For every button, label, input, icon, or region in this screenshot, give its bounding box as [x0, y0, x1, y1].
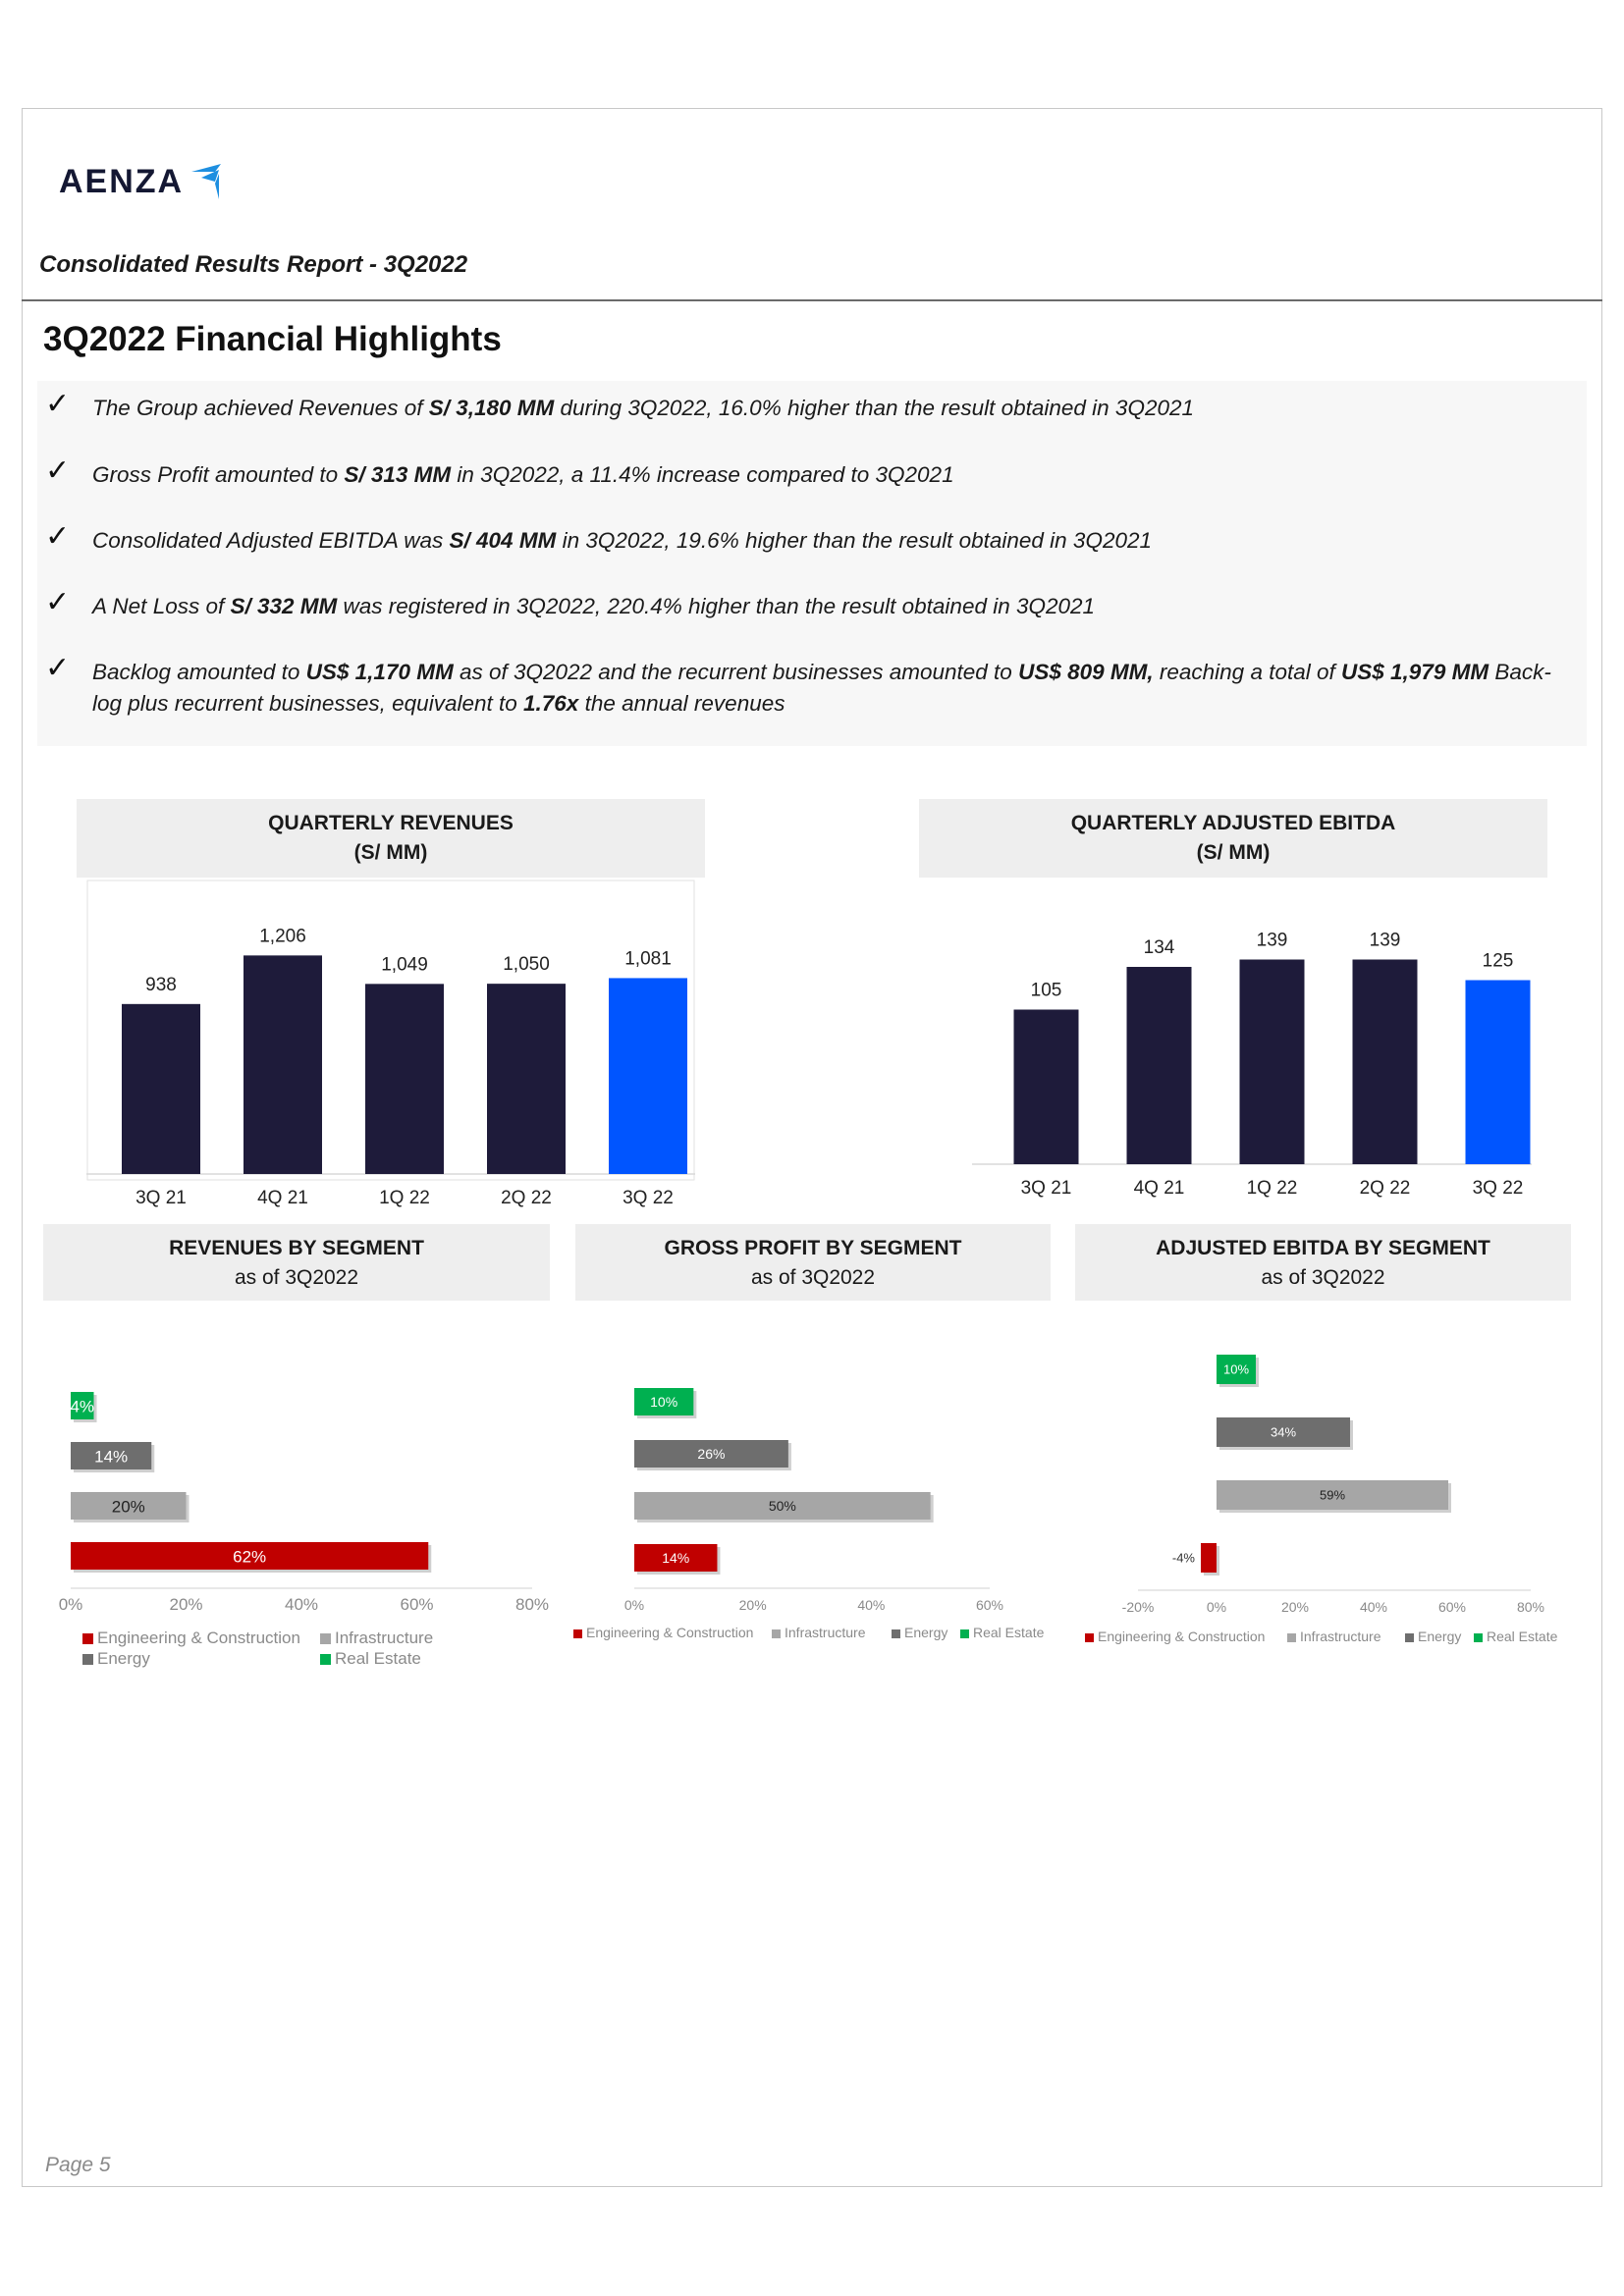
- data-label: 1,050: [503, 954, 550, 976]
- tick-label: 20%: [169, 1595, 203, 1614]
- legend-swatch: [82, 1633, 93, 1644]
- tick-label: 20%: [738, 1597, 767, 1613]
- revenues-chart-header: [77, 799, 705, 878]
- report-title: Consolidated Results Report - 3Q2022: [39, 251, 468, 278]
- category-label: 2Q 22: [1359, 1178, 1411, 1199]
- bar: [1240, 960, 1305, 1165]
- legend-label: Infrastructure: [785, 1625, 866, 1640]
- data-label: 139: [1369, 930, 1401, 951]
- legend-label: Engineering & Construction: [586, 1625, 754, 1640]
- legend-swatch: [320, 1633, 331, 1644]
- revenues-segment-chart: [39, 1345, 569, 1669]
- tick-label: 40%: [284, 1595, 319, 1614]
- legend-swatch: [320, 1654, 331, 1665]
- gross-profit-segment-header: [575, 1224, 1051, 1301]
- category-label: 3Q 21: [1020, 1178, 1072, 1199]
- legend-swatch: [1474, 1633, 1483, 1642]
- bar: [1014, 1010, 1079, 1165]
- highlight-item: [45, 586, 1577, 622]
- category-label: 3Q 22: [1472, 1178, 1524, 1199]
- ebitda-chart-header: [919, 799, 1547, 878]
- header-divider: [22, 299, 1602, 301]
- legend-label: Infrastructure: [1300, 1629, 1381, 1644]
- revenues-segment-header: [43, 1224, 550, 1301]
- checkmark-icon: ✓: [45, 652, 71, 684]
- highlights-title: 3Q2022 Financial Highlights: [43, 320, 502, 358]
- tick-label: 40%: [857, 1597, 886, 1613]
- highlight-text: A Net Loss of S/ 332 MM was registered in 3Q2022, 220.4% higher than the result obtained in 3Q2021: [92, 594, 1096, 618]
- checkmark-icon: ✓: [45, 388, 71, 420]
- data-label: 1,206: [259, 926, 306, 947]
- data-label: 1,081: [624, 948, 672, 970]
- bar: [365, 984, 444, 1174]
- legend-swatch: [892, 1629, 900, 1638]
- legend-label: Engineering & Construction: [97, 1629, 300, 1647]
- chart-title: QUARTERLY REVENUES: [268, 812, 514, 834]
- bar: [1127, 967, 1192, 1164]
- legend-swatch: [960, 1629, 969, 1638]
- category-label: 1Q 22: [1246, 1178, 1298, 1199]
- highlight-item: [45, 454, 1577, 491]
- category-label: 1Q 22: [379, 1188, 430, 1208]
- tick-label: 0%: [1206, 1599, 1227, 1615]
- checkmark-icon: ✓: [45, 520, 71, 553]
- data-label: 125: [1482, 950, 1514, 972]
- legend-swatch: [772, 1629, 781, 1638]
- data-label: 59%: [1319, 1487, 1346, 1503]
- legend-label: Energy: [904, 1625, 948, 1640]
- ebitda-segment-chart: [1075, 1345, 1586, 1669]
- legend-label: Real Estate: [1487, 1629, 1558, 1644]
- ebitda-segment-header: [1075, 1224, 1571, 1301]
- highlight-item: [45, 520, 1577, 557]
- bar: [487, 984, 566, 1174]
- data-label: 62%: [233, 1547, 267, 1567]
- category-label: 4Q 21: [257, 1188, 308, 1208]
- data-label: 20%: [111, 1497, 145, 1517]
- tick-label: 60%: [1437, 1599, 1467, 1615]
- highlight-text: Gross Profit amounted to S/ 313 MM in 3Q2022, a 11.4% increase compared to 3Q2021: [92, 462, 954, 487]
- tick-label: -20%: [1121, 1599, 1155, 1615]
- bar: [1201, 1543, 1217, 1573]
- bar: [609, 978, 687, 1174]
- highlight-text: The Group achieved Revenues of S/ 3,180 MM during 3Q2022, 16.0% higher than the result obtained in 3Q2021: [92, 396, 1195, 420]
- data-label: 14%: [662, 1550, 690, 1566]
- chart-title: REVENUES BY SEGMENT: [169, 1237, 424, 1259]
- bar: [122, 1004, 200, 1174]
- tick-label: 80%: [514, 1595, 550, 1614]
- legend-label: Engineering & Construction: [1098, 1629, 1266, 1644]
- chart-title: ADJUSTED EBITDA BY SEGMENT: [1156, 1237, 1490, 1259]
- legend-label: Infrastructure: [335, 1629, 434, 1647]
- tick-label: 60%: [975, 1597, 1004, 1613]
- legend-label: Real Estate: [335, 1649, 421, 1668]
- bar: [244, 955, 322, 1174]
- data-label: 1,049: [381, 954, 428, 976]
- chart-title: GROSS PROFIT BY SEGMENT: [664, 1237, 962, 1259]
- page-number: Page 5: [45, 2154, 111, 2176]
- category-label: 3Q 22: [623, 1188, 674, 1208]
- highlight-text: Backlog amounted to US$ 1,170 MM as of 3Q2022 and the recurrent businesses amounted to US$ 809 MM, reaching a total of US$ 1,979 MM Back-log plus recurrent businesses, equivalent to 1.76x the annual revenues: [92, 660, 1551, 716]
- tick-label: 0%: [623, 1597, 645, 1613]
- tick-label: 20%: [1280, 1599, 1310, 1615]
- gross-profit-segment-chart: [569, 1345, 1060, 1669]
- chart-subtitle: (S/ MM): [1196, 841, 1271, 864]
- data-label: 134: [1143, 937, 1175, 958]
- data-label: 34%: [1270, 1424, 1297, 1440]
- bar: [1353, 960, 1418, 1165]
- category-label: 2Q 22: [501, 1188, 552, 1208]
- bar: [1466, 981, 1531, 1165]
- legend-swatch: [573, 1629, 582, 1638]
- tick-label: 40%: [1359, 1599, 1388, 1615]
- data-label: 10%: [1222, 1362, 1250, 1377]
- category-label: 3Q 21: [135, 1188, 187, 1208]
- chart-subtitle: as of 3Q2022: [234, 1266, 359, 1289]
- data-label: 4%: [70, 1397, 95, 1416]
- checkmark-icon: ✓: [45, 586, 71, 618]
- data-label: 14%: [94, 1447, 129, 1467]
- legend-swatch: [1287, 1633, 1296, 1642]
- legend-label: Real Estate: [973, 1625, 1045, 1640]
- quarterly-ebitda-chart: [972, 880, 1532, 1213]
- data-label: -4%: [1171, 1550, 1195, 1566]
- logo-mark-icon: [186, 162, 225, 201]
- legend-label: Energy: [1418, 1629, 1462, 1644]
- chart-subtitle: as of 3Q2022: [750, 1266, 876, 1289]
- data-label: 10%: [650, 1394, 678, 1410]
- category-label: 4Q 21: [1133, 1178, 1185, 1199]
- chart-title: QUARTERLY ADJUSTED EBITDA: [1070, 812, 1396, 834]
- legend-label: Energy: [97, 1649, 150, 1668]
- highlights-box: [37, 381, 1587, 746]
- data-label: 26%: [697, 1446, 726, 1462]
- legend-swatch: [1405, 1633, 1414, 1642]
- data-label: 50%: [768, 1498, 796, 1514]
- tick-label: 0%: [58, 1595, 83, 1614]
- chart-subtitle: as of 3Q2022: [1261, 1266, 1385, 1289]
- tick-label: 60%: [400, 1595, 434, 1614]
- tick-label: 80%: [1516, 1599, 1545, 1615]
- data-label: 105: [1030, 980, 1062, 1001]
- logo-text: AENZA: [59, 162, 185, 200]
- legend-swatch: [82, 1654, 93, 1665]
- aenza-logo: [59, 157, 225, 206]
- data-label: 139: [1256, 930, 1288, 951]
- chart-subtitle: (S/ MM): [353, 841, 428, 864]
- highlight-item: [45, 652, 1577, 720]
- legend-swatch: [1085, 1633, 1094, 1642]
- highlight-text: Consolidated Adjusted EBITDA was S/ 404 MM in 3Q2022, 19.6% higher than the result obtained in 3Q2021: [92, 528, 1152, 553]
- quarterly-revenues-chart: [86, 880, 695, 1213]
- highlight-item: [45, 388, 1577, 424]
- checkmark-icon: ✓: [45, 454, 71, 487]
- data-label: 938: [145, 974, 177, 995]
